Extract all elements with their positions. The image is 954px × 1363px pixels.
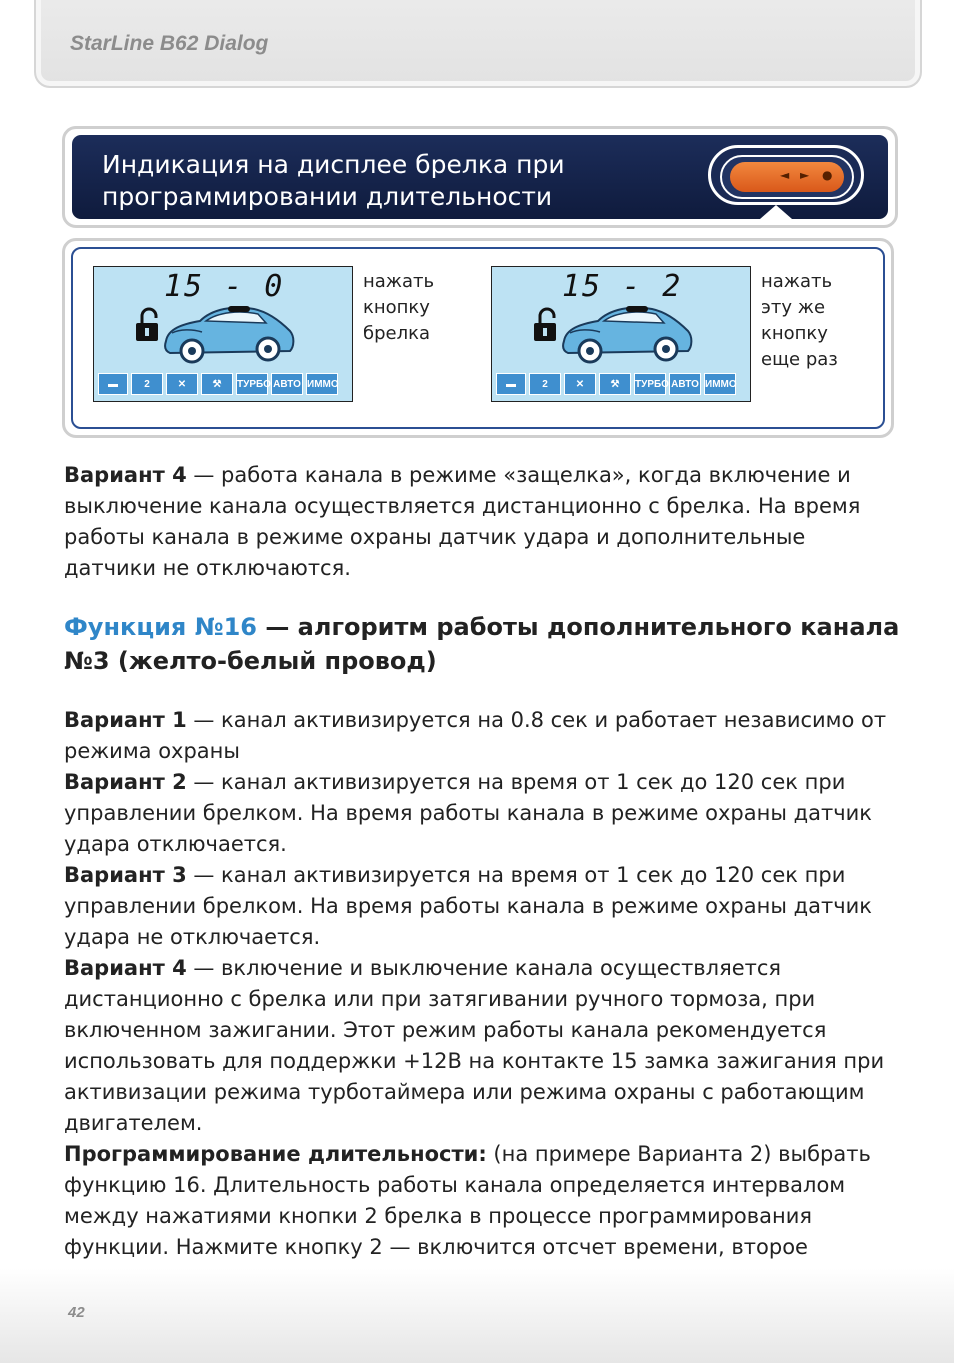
auto-icon: АВТО [669,373,701,395]
right-arrow-icon: ► [800,168,810,182]
function-title: — алгоритм работы дополнительного канала №3 (желто-белый провод) [64,613,900,675]
display-2-caption [761,269,871,373]
car-icon [162,299,297,367]
display-figure [62,238,894,438]
page-number: 42 [68,1304,85,1321]
sensor-off-icon: ✕ [166,373,198,395]
function-label: Функция №16 [64,613,257,641]
lcd-display-1 [93,266,353,402]
gun-icon: ▬ [98,373,128,395]
lcd-icon-row [98,373,348,397]
dot-icon: ● [822,168,833,182]
variant-paragraph [64,705,904,767]
pointer-triangle-icon [760,205,792,219]
channel-2-icon: 2 [529,373,561,395]
caption-line: кнопку [761,323,828,344]
lcd-digits: 15 - 2 [562,269,683,304]
variant-4-intro-paragraph [64,460,904,584]
lcd-display-2 [491,266,751,402]
immo-icon: ИММО [704,373,736,395]
channel-2-icon: 2 [131,373,163,395]
left-arrow-icon: ◄ [780,168,790,182]
turbo-icon: ТУРБО [236,373,268,395]
variant-paragraph [64,860,904,953]
caption-line: еще раз [761,349,838,370]
lcd-icon-row [496,373,746,397]
car-icon [560,299,695,367]
programming-paragraph [64,1139,904,1263]
programming-text: (на примере Варианта 2) выбрать функцию 16. Длительность работы канала определяется интервалом между нажатиями кнопки 2 брелка в процессе программирования функции. Нажмите кнопку 2 — включится отсчет времени, второе [64,1142,871,1259]
padlock-open-icon [134,307,162,343]
wrench-icon: ⚒ [599,373,631,395]
banner-line-2: программировании длительности [102,182,553,211]
sensor-off-icon: ✕ [564,373,596,395]
turbo-icon: ТУРБО [634,373,666,395]
variant-label: Вариант 1 [64,708,187,732]
caption-line: кнопку [363,297,430,318]
variant-text: — включение и выключение канала осуществляется дистанционно с брелка или при затягивании ручного тормоза, при включенном зажигании. Этот режим работы канала рекомендуется использовать для поддержки +12В на контакте 15 замка зажигания при активизации режима турботаймера или режима охраны с работающим двигателем. [64,956,885,1135]
document-title: StarLine B62 Dialog [70,32,269,55]
variant-text: — канал активизируется на 0.8 сек и работает независимо от режима охраны [64,708,887,763]
footer-band [0,1268,954,1363]
lcd-digits: 15 - 0 [164,269,285,304]
key-fob-icon [708,145,864,205]
gun-icon: ▬ [496,373,526,395]
caption-line: нажать [761,271,833,292]
variant-label: Вариант 2 [64,770,187,794]
caption-line: эту же [761,297,826,318]
padlock-open-icon [532,307,560,343]
variant-paragraph [64,767,904,860]
caption-line: нажать [363,271,435,292]
variant-text: — канал активизируется на время от 1 сек до 120 сек при управлении брелком. На время работы канала в режиме охраны датчик удара отключается. [64,770,872,856]
function-16-heading [64,610,904,678]
function-16-body [64,705,904,1263]
variant-label: Вариант 4 [64,463,187,487]
variant-label: Вариант 4 [64,956,187,980]
display-frame [71,247,885,429]
wrench-icon: ⚒ [201,373,233,395]
fob-body [720,155,854,199]
display-1-caption [363,269,473,347]
immo-icon: ИММО [306,373,338,395]
variant-paragraph [64,953,904,1139]
variant-label: Вариант 3 [64,863,187,887]
variant-text: — канал активизируется на время от 1 сек до 120 сек при управлении брелком. На время работы канала в режиме охраны датчик удара не отключается. [64,863,872,949]
banner-heading [102,149,662,213]
auto-icon: АВТО [271,373,303,395]
section-banner [62,126,898,228]
banner-line-1: Индикация на дисплее брелка при [102,150,565,179]
banner-panel [72,135,888,219]
fob-button [730,162,844,192]
programming-label: Программирование длительности: [64,1142,487,1166]
caption-line: брелка [363,323,431,344]
variant-text: — работа канала в режиме «защелка», когда включение и выключение канала осуществляется дистанционно с брелка. На время работы канала в режиме охраны датчик удара и дополнительные датчики не отключаются. [64,463,861,580]
